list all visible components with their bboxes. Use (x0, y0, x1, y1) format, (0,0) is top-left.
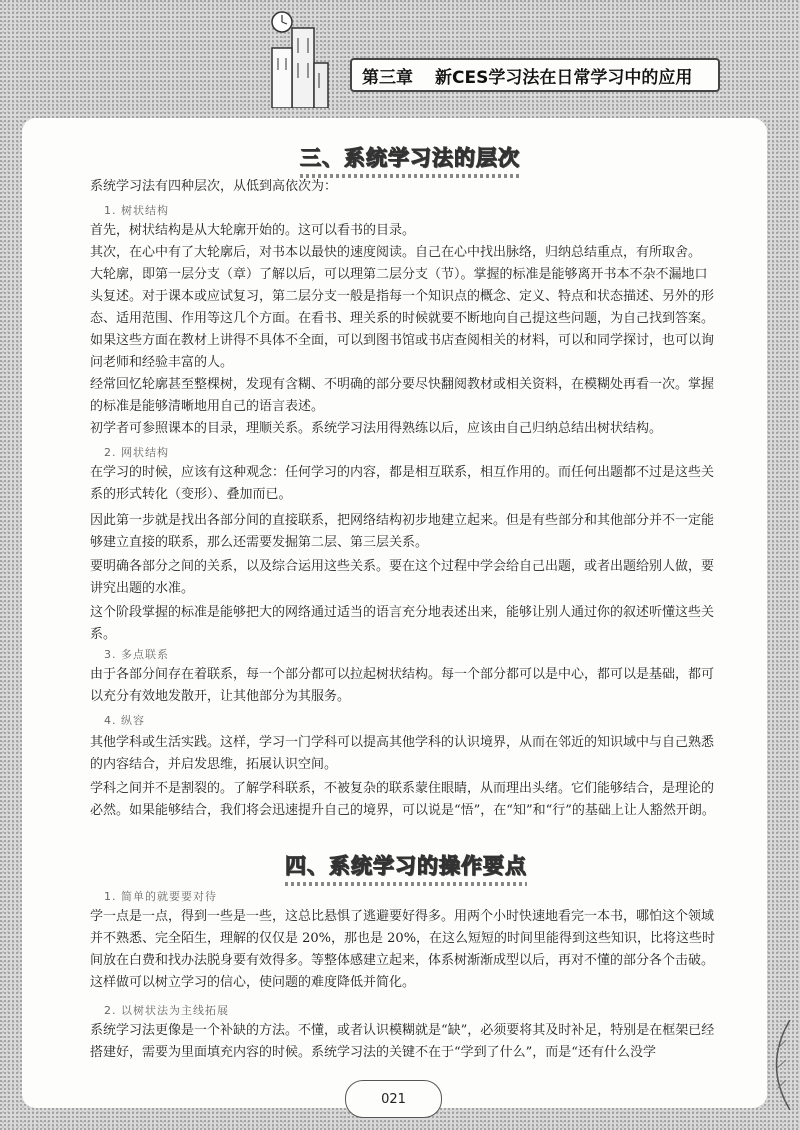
paragraph: 经常回忆轮廓甚至整棵树，发现有含糊、不明确的部分要尽快翻阅教材或相关资料，在模糊处再看一次。掌握的标准是能够清晰地用自己的语言表述。 (90, 377, 715, 414)
sub-heading-tree: 1. 树状结构 (104, 204, 169, 217)
paragraph: 其他学科或生活实践。这样，学习一门学科可以提高其他学科的认识境界，从而在邻近的知识域中与自己熟悉的内容结合，并启发思维，拓展认识空间。 (90, 735, 715, 772)
section-4-title (285, 850, 527, 886)
paragraph: 学科之间并不是割裂的。了解学科联系，不被复杂的联系蒙住眼睛，从而理出头绪。它们能够结合，是理论的必然。如果能够结合，我们将会迅速提升自己的境界，可以说是“悟”，在“知”和“行”的基础上让人豁然开朗。 (90, 781, 715, 818)
paragraph: 因此第一步就是找出各部分间的直接联系，把网络结构初步地建立起来。但是有些部分和其他部分并不一定能够建立直接的联系，那么还需要发掘第二层、第三层关系。 (90, 513, 715, 550)
paragraph: 首先，树状结构是从大轮廓开始的。这可以看书的目录。 (90, 223, 416, 238)
title-underline (285, 882, 527, 886)
paragraph: 由于各部分间存在着联系，每一个部分都可以拉起树状结构。每一个部分都可以是中心，都可以是基础，都可以充分有效地发散开，让其他部分为其服务。 (90, 667, 715, 704)
page-number-badge (345, 1080, 442, 1118)
paragraph: 大轮廓，即第一层分支（章）了解以后，可以理第二层分支（节）。掌握的标准是能够离开书本不杂不漏地口头复述。对于课本或应试复习，第二层分支一般是指每一个知识点的概念、定义、特点和状态描述、另外的形态、适用范围、作用等这几个方面。在看书、理关系的时候就要不断地向自己提这些问题，为自己找到答案。如果这些方面在教材上讲得不具体不全面，可以到图书馆或书店查阅相关的材料，可以和同学探讨，也可以询问老师和经验丰富的人。 (90, 267, 715, 370)
paragraph: 其次，在心中有了大轮廓后，对书本以最快的速度阅读。自己在心中找出脉络，归纳总结重点，有所取舍。 (90, 245, 702, 260)
sub-heading-integration: 4. 纵容 (104, 714, 145, 727)
paragraph: 系统学习法更像是一个补缺的方法。不懂，或者认识模糊就是“缺”，必须要将其及时补足，特别是在框架已经搭建好，需要为里面填充内容的时候。系统学习法的关键不在于“学到了什么”，而是“还有什么没学 (90, 1023, 715, 1060)
paragraph: 在学习的时候，应该有这种观念：任何学习的内容，都是相互联系，相互作用的。而任何出题都不过是这些关系的形式转化（变形）、叠加而已。 (90, 465, 715, 502)
chapter-number: 第三章 (362, 67, 413, 88)
chapter-header (350, 58, 720, 92)
building-illustration-icon (262, 8, 332, 108)
paragraph: 初学者可参照课本的目录，理顺关系。系统学习法用得熟练以后，应该由自己归纳总结出树状结构。 (90, 421, 663, 436)
page-number: 021 (381, 1091, 406, 1107)
sub-heading-network: 2. 网状结构 (104, 446, 169, 459)
sub-heading-simple: 1. 简单的就要要对待 (104, 890, 217, 903)
page-curl-decoration-icon (766, 1020, 792, 1110)
section-3-title (300, 142, 520, 178)
chapter-title: 新CES学习法在日常学习中的应用 (435, 67, 693, 88)
sub-heading-multipoint: 3. 多点联系 (104, 648, 169, 661)
section-3-title-text: 三、系统学习法的层次 (300, 146, 520, 170)
section-3-intro: 系统学习法有四种层次，从低到高依次为： (90, 179, 338, 194)
section-4-title-text: 四、系统学习的操作要点 (285, 854, 527, 878)
paragraph: 要明确各部分之间的关系，以及综合运用这些关系。要在这个过程中学会给自己出题，或者出题给别人做，要讲究出题的水准。 (90, 559, 715, 596)
paragraph: 学一点是一点，得到一些是一些，这总比悬惧了逃避要好得多。用两个小时快速地看完一本书，哪怕这个领域并不熟悉、完全陌生，理解的仅仅是 20%，那也是 20%，在这么短短的时间里能得到这些知识，比将这些时间放在白费和找办法脱身要有效得多。等整体感建立起来，体系树渐渐成型以后，再对不懂的部分各个击破。这样做可以树立学习的信心，使问题的难度降低并简化。 (90, 909, 716, 990)
paragraph: 这个阶段掌握的标准是能够把大的网络通过适当的语言充分地表述出来，能够让别人通过你的叙述听懂这些关系。 (90, 605, 715, 642)
sub-heading-extend: 2. 以树状法为主线拓展 (104, 1004, 229, 1017)
